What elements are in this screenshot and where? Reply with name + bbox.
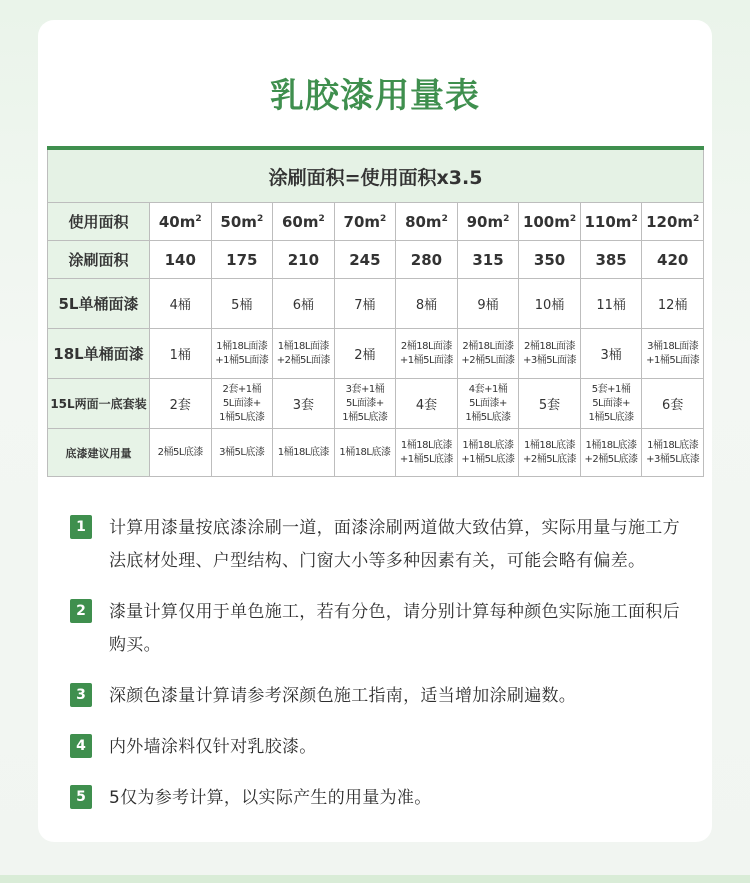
formula-row	[48, 148, 704, 203]
row-label: 18L单桶面漆	[48, 329, 150, 379]
table-cell	[519, 279, 581, 329]
note-item	[70, 596, 690, 662]
cell-line: +2桶5L面漆	[276, 354, 330, 366]
cell-line: 1桶18L面漆	[277, 340, 329, 352]
cell-line: 385	[595, 250, 627, 269]
area-unit-sup: 2	[441, 213, 448, 224]
5l-topcoat-row	[48, 279, 704, 329]
table-cell	[396, 329, 458, 379]
area-cell	[273, 203, 335, 241]
table-cell	[150, 279, 212, 329]
cell-line: 1桶18L面漆	[216, 340, 268, 352]
table-cell	[457, 429, 519, 477]
cell-line: 2桶5L底漆	[157, 446, 203, 458]
area-cell	[150, 203, 212, 241]
area-value: 40m	[158, 212, 196, 231]
table-cell	[519, 379, 581, 429]
cell-line: 140	[164, 250, 196, 269]
cell-line: 6桶	[292, 298, 314, 313]
area-unit-sup: 2	[256, 213, 264, 224]
note-number-badge: 3	[70, 683, 92, 707]
row-label: 涂刷面积	[48, 241, 150, 279]
cell-line: 3桶	[600, 348, 622, 363]
cell-line: +2桶5L面漆	[461, 354, 515, 366]
area-cell	[396, 203, 458, 241]
cell-line: 175	[226, 250, 258, 269]
cell-line: 12桶	[657, 298, 688, 313]
cell-line: 350	[533, 250, 566, 269]
cell-line: 1桶18L底漆	[400, 439, 453, 451]
area-unit-sup: 2	[631, 213, 638, 224]
cell-line: 1桶5L底漆	[219, 411, 265, 423]
cell-line: 5L面漆+	[592, 397, 630, 409]
cell-line: 5套	[538, 398, 561, 413]
cell-line: 9桶	[477, 298, 499, 313]
note-text: 漆量计算仅用于单色施工，若有分色，请分别计算每种颜色实际施工面积后购买。	[109, 602, 680, 655]
primer-row	[48, 429, 704, 477]
table-cell	[150, 241, 212, 279]
area-row	[48, 203, 704, 241]
cell-line: 1桶18L底漆	[462, 439, 514, 451]
table-cell	[150, 429, 212, 477]
formula-text: 涂刷面积=使用面积x3.5	[48, 148, 704, 203]
cell-line: 2桶18L面漆	[462, 340, 514, 352]
table-cell	[580, 241, 642, 279]
table-cell	[396, 241, 458, 279]
cell-line: 5套+1桶	[591, 383, 631, 395]
table-cell	[150, 379, 212, 429]
area-value: 80m	[405, 212, 442, 231]
cell-line: 2桶18L面漆	[523, 340, 576, 352]
area-unit-sup: 2	[503, 213, 510, 224]
cell-line: 5L面漆+	[346, 397, 384, 409]
area-value: 70m	[343, 212, 381, 231]
area-unit-sup: 2	[195, 213, 202, 224]
table-cell	[211, 379, 273, 429]
note-text: 5仅为参考计算，以实际产生的用量为准。	[109, 788, 432, 808]
note-number-badge: 1	[70, 515, 92, 539]
area-cell	[519, 203, 581, 241]
table-cell	[396, 379, 458, 429]
table-cell	[457, 241, 519, 279]
area-value: 60m	[281, 212, 319, 231]
table-cell	[211, 279, 273, 329]
table-cell	[334, 429, 396, 477]
table-cell	[396, 279, 458, 329]
cell-line: 8桶	[415, 298, 438, 313]
table-cell	[642, 279, 704, 329]
cell-line: 2桶	[354, 348, 376, 363]
cell-line: 7桶	[354, 298, 376, 313]
15l-kit-row	[48, 379, 704, 429]
note-item	[70, 782, 690, 815]
cell-line: 3套+1桶	[345, 383, 385, 395]
table-cell	[273, 279, 335, 329]
cell-line: 5L面漆+	[222, 397, 261, 409]
cell-line: +2桶5L底漆	[522, 453, 577, 465]
table-cell	[457, 279, 519, 329]
cell-line: 4桶	[169, 298, 191, 313]
table-cell	[580, 429, 642, 477]
note-text: 计算用漆量按底漆涂刷一道，面漆涂刷两道做大致估算，实际用量与施工方法底材处理、户型结构、门窗大小等多种因素有关，可能会略有偏差。	[109, 518, 680, 571]
cell-line: 11桶	[596, 298, 626, 313]
cell-line: 4套+1桶	[468, 383, 508, 395]
cell-line: 1桶5L底漆	[588, 411, 634, 423]
table-cell	[580, 279, 642, 329]
cell-line: 3桶5L底漆	[219, 446, 265, 458]
cell-line: +1桶5L面漆	[646, 354, 700, 366]
table-cell	[519, 429, 581, 477]
cell-line: 2套+1桶	[222, 383, 262, 395]
cell-line: +1桶5L面漆	[215, 354, 269, 366]
cell-line: 210	[287, 250, 320, 269]
table-cell	[273, 329, 335, 379]
cell-line: +2桶5L底漆	[584, 453, 638, 465]
note-item	[70, 680, 690, 713]
table-cell	[334, 279, 396, 329]
table-cell	[211, 429, 273, 477]
table-cell	[273, 429, 335, 477]
note-number-badge: 2	[70, 599, 92, 623]
area-unit-sup: 2	[380, 213, 387, 224]
table-cell	[519, 241, 581, 279]
area-row-label: 使用面积	[48, 203, 150, 241]
bottom-strip	[0, 875, 750, 883]
row-label: 底漆建议用量	[48, 429, 150, 477]
cell-line: 245	[349, 250, 381, 269]
cell-line: 3套	[292, 398, 314, 413]
table-cell	[642, 379, 704, 429]
area-value: 50m	[220, 212, 257, 231]
page-title: 乳胶漆用量表	[270, 76, 480, 116]
notes-list	[70, 512, 690, 833]
row-label: 15L两面一底套装	[48, 379, 150, 429]
area-value: 90m	[466, 212, 504, 231]
table-cell	[457, 379, 519, 429]
cell-line: +1桶5L面漆	[399, 354, 454, 366]
area-cell	[334, 203, 396, 241]
cell-line: 1桶5L底漆	[465, 411, 511, 423]
area-value: 120m	[646, 212, 694, 231]
area-value: 100m	[522, 212, 570, 231]
area-unit-sup: 2	[693, 213, 700, 224]
cell-line: +3桶5L面漆	[522, 354, 577, 366]
cell-line: 3桶18L面漆	[647, 340, 699, 352]
cell-line: 1桶18L底漆	[339, 446, 391, 458]
cell-line: 2桶18L面漆	[400, 340, 453, 352]
table-cell	[580, 329, 642, 379]
cell-line: 420	[657, 250, 689, 269]
cell-line: 5桶	[231, 298, 253, 313]
cell-line: 1桶18L底漆	[523, 439, 576, 451]
note-text: 深颜色漆量计算请参考深颜色施工指南，适当增加涂刷遍数。	[109, 686, 577, 706]
cell-line: +1桶5L底漆	[399, 453, 454, 465]
table-cell	[273, 379, 335, 429]
cell-line: +1桶5L底漆	[461, 453, 515, 465]
cell-line: 6套	[662, 398, 684, 413]
note-number-badge: 5	[70, 785, 92, 809]
table-cell	[334, 379, 396, 429]
table-cell	[519, 329, 581, 379]
area-cell	[457, 203, 519, 241]
note-number-badge: 4	[70, 734, 92, 758]
cell-line: 1桶18L底漆	[647, 439, 699, 451]
cell-line: +3桶5L底漆	[646, 453, 700, 465]
usage-table	[47, 146, 704, 477]
row-label: 5L单桶面漆	[48, 279, 150, 329]
table-cell	[273, 241, 335, 279]
table-cell	[642, 329, 704, 379]
table-cell	[642, 429, 704, 477]
area-unit-sup: 2	[318, 213, 325, 224]
cell-line: 1桶18L底漆	[585, 439, 637, 451]
area-unit-sup: 2	[569, 213, 577, 224]
table-cell	[150, 329, 212, 379]
table-cell	[211, 329, 273, 379]
paint-area-row	[48, 241, 704, 279]
cell-line: 1桶18L底漆	[277, 446, 329, 458]
note-text: 内外墙涂料仅针对乳胶漆。	[109, 737, 317, 757]
cell-line: 280	[410, 250, 443, 269]
area-cell	[211, 203, 273, 241]
table-cell	[457, 329, 519, 379]
table-cell	[396, 429, 458, 477]
area-cell	[580, 203, 642, 241]
table-cell	[580, 379, 642, 429]
cell-line: 2套	[169, 398, 191, 413]
table-cell	[334, 241, 396, 279]
table-cell	[211, 241, 273, 279]
cell-line: 1桶5L底漆	[342, 411, 388, 423]
cell-line: 315	[472, 250, 504, 269]
cell-line: 5L面漆+	[469, 397, 507, 409]
table-cell	[642, 241, 704, 279]
cell-line: 10桶	[534, 298, 565, 313]
table-cell	[334, 329, 396, 379]
area-cell	[642, 203, 704, 241]
cell-line: 4套	[415, 398, 438, 413]
note-item	[70, 731, 690, 764]
cell-line: 1桶	[169, 348, 191, 363]
note-item	[70, 512, 690, 578]
area-value: 110m	[584, 212, 632, 231]
18l-topcoat-row	[48, 329, 704, 379]
